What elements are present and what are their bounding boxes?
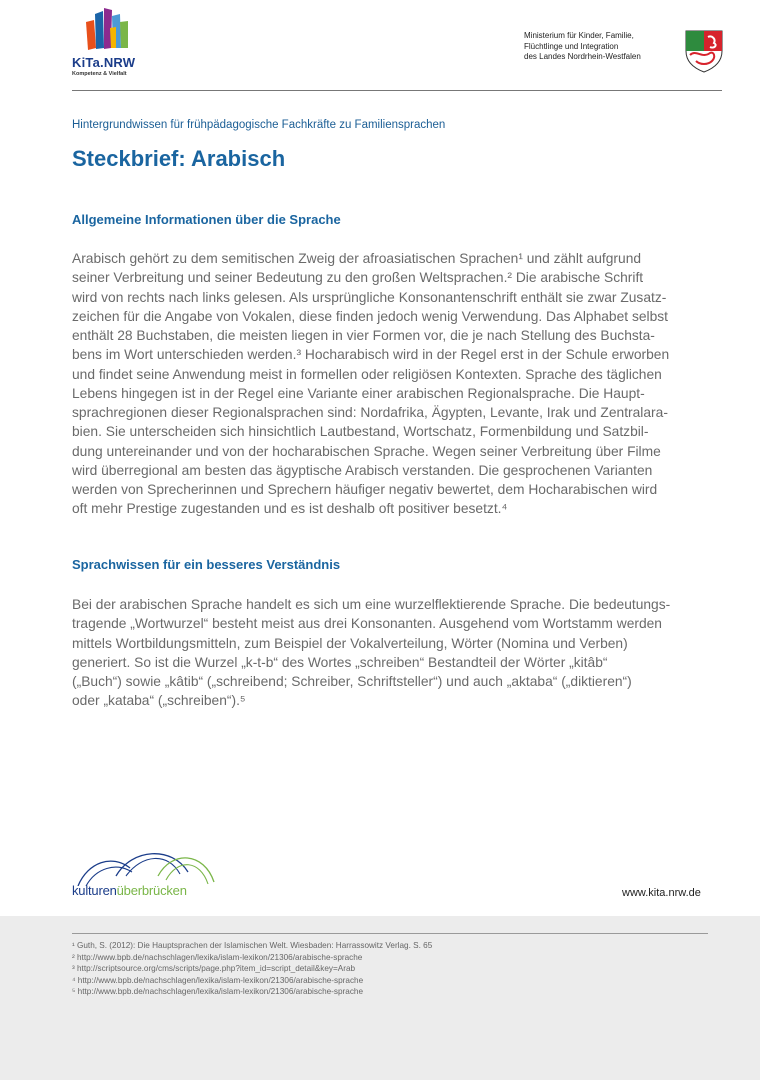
text-line: mittels Wortbildungsmitteln, zum Beispiel der Vokalverteilung, Wörter (Nomina und Verben) (72, 635, 628, 651)
section-heading-general-info: Allgemeine Informationen über die Sprache (72, 212, 341, 227)
footnote: ¹ Guth, S. (2012): Die Hauptsprachen der Islamischen Welt. Wiesbaden: Harrassowitz Verlag. S. 65 (72, 941, 433, 950)
paragraph-language-knowledge (72, 595, 712, 711)
bridge-arcs-icon (72, 846, 222, 886)
text-line: („Buch“) sowie „kâtib“ („schreibend; Schreiber, Schriftsteller“) und auch „aktaba“ („diktieren“) (72, 674, 632, 689)
section-heading-language-knowledge: Sprachwissen für ein besseres Verständnis (72, 557, 341, 572)
page-header (0, 0, 760, 92)
text-line: werden von Sprecherinnen und Sprechern häufiger negativ bewertet, dem Hocharabischen wird (72, 482, 658, 497)
nrw-coat-of-arms-icon (684, 29, 724, 73)
text-line: bens im Wort unterschieden werden.³ Hocharabisch wird in der Regel erst in der Schule erworben (72, 347, 670, 363)
text-line: sprachregionen dieser Regionalsprachen sind: Nordafrika, Ägypten, Levante, Irak und Zentralara- (72, 405, 668, 420)
header-divider (72, 90, 722, 91)
text-line: enthält 28 Buchstaben, die meisten liegen in vier Formen vor, die je nach Stellung des Buchsta- (72, 328, 655, 343)
text-line: zeichen für die Angabe von Vokalen, diese finden jedoch wenig Verwendung. Das Alphabet selbst (72, 308, 668, 324)
paragraph-general-info (72, 249, 712, 519)
text-line: Bei der arabischen Sprache handelt es sich um eine wurzelflektierende Sprache. Die bedeutungs- (72, 597, 671, 612)
text-line: seiner Verbreitung und seiner Bedeutung zu den großen Weltsprachen.² Die arabische Schrift (72, 270, 644, 286)
text-line: wird von rechts nach links gelesen. Als ursprüngliche Konsonantenschrift enthält sie zwar Zusatz- (72, 289, 667, 305)
ministry-line: des Landes Nordrhein-Westfalen (524, 52, 641, 61)
text-line: dung untereinander und von der hocharabischen Sprache. Wegen seiner Verbreitung über Filme (72, 443, 661, 459)
kita-logo-bars-icon (84, 8, 140, 52)
text-line: oft mehr Prestige zugestanden und es ist deshalb oft positiver besetzt.⁴ (72, 501, 508, 517)
footnote[interactable]: ⁴ http://www.bpb.de/nachschlagen/lexika/islam-lexikon/21306/arabische-sprache (72, 975, 364, 985)
wordmark-part-ueberbruecken: überbrücken (116, 883, 187, 898)
ministry-line: Flüchtlinge und Integration (524, 41, 619, 51)
text-line: tragende „Wortwurzel“ besteht meist aus drei Konsonanten. Ausgehend vom Wortstamm werden (72, 616, 662, 632)
kulturen-ueberbruecken-wordmark (72, 883, 187, 898)
footnote[interactable]: ² http://www.bpb.de/nachschlagen/lexika/islam-lexikon/21306/arabische-sprache (72, 952, 363, 962)
kita-logo-tagline: Kompetenz & Vielfalt (72, 71, 127, 77)
kulturen-ueberbruecken-logo[interactable] (72, 846, 222, 902)
footnote[interactable]: ⁵ http://www.bpb.de/nachschlagen/lexika/islam-lexikon/21306/arabische-sprache (72, 987, 364, 996)
wordmark-part-kulturen: kulturen (72, 883, 117, 898)
text-line: generiert. So ist die Wurzel „k-t-b“ des Wortes „schreiben“ Bestandteil der Wörter „kitâb“ (72, 654, 608, 670)
ministry-line: Ministerium für Kinder, Familie, (524, 31, 634, 40)
text-line: bien. Sie unterscheiden sich hinsichtlich Lautbestand, Wortschatz, Formenbildung und Satzbil- (72, 424, 649, 440)
kita-nrw-logo[interactable] (72, 8, 152, 80)
footnotes-divider (72, 933, 708, 934)
footnotes-area (0, 916, 760, 1080)
text-line: Arabisch gehört zu dem semitischen Zweig der afroasiatischen Sprachen¹ und zählt aufgrund (72, 251, 642, 266)
text-line: oder „kataba“ („schreiben“).⁵ (72, 693, 246, 709)
document-subtitle: Hintergrundwissen für frühpädagogische Fachkräfte zu Familiensprachen (72, 119, 446, 131)
kita-logo-name: KiTa.NRW (72, 55, 136, 70)
page-title: Steckbrief: Arabisch (72, 146, 286, 171)
footnotes-list (72, 940, 432, 998)
text-line: und findet seine Anwendung meist in formellen oder religiösen Kontexten. Sprache des täglichen (72, 366, 662, 382)
footnote[interactable]: ³ http://scriptsource.org/cms/scripts/page.php?item_id=script_detail&key=Arab (72, 964, 356, 973)
text-line: Lebens hingegen ist in der Regel eine Variante einer arabischen Regionalsprache. Die Haupt- (72, 385, 645, 401)
website-link[interactable]: www.kita.nrw.de (622, 887, 701, 899)
ministry-name (524, 31, 641, 63)
text-line: wird überregional am besten das ägyptische Arabisch verstanden. Die gesprochenen Varianten (72, 462, 653, 478)
